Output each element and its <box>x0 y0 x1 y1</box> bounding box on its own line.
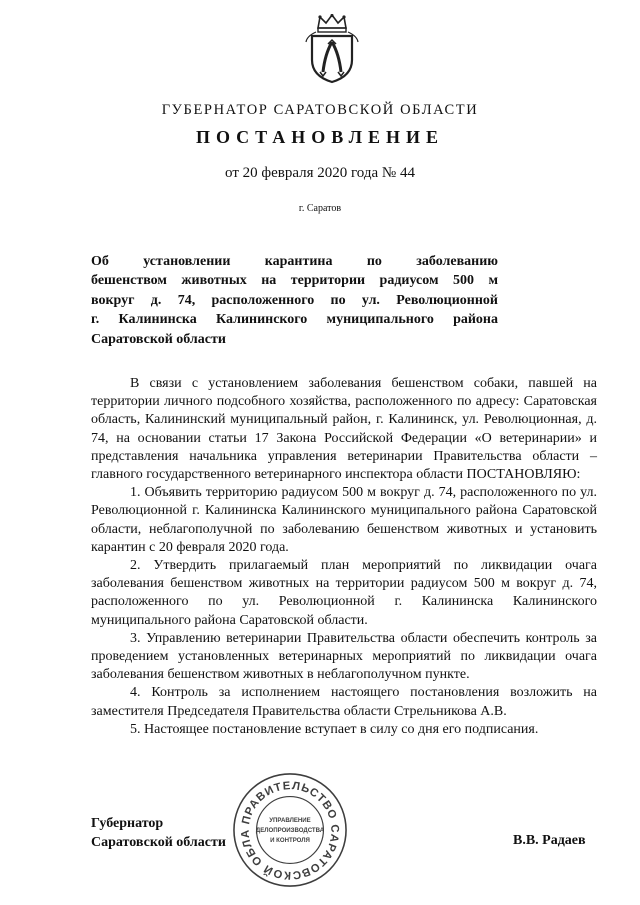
document-body <box>91 375 597 739</box>
saratov-coat-of-arms-icon <box>303 14 361 84</box>
body-item-paragraph: 5. Настоящее постановление вступает в силу со дня его подписания. <box>130 721 539 737</box>
document-type-title: ПОСТАНОВЛЕНИЕ <box>195 127 445 147</box>
body-intro-paragraph: В связи с установлением заболевания бешенством собаки, павшей на территории личного подсобного хозяйства, расположенного по адресу: Саратовская область, Калининский муниципальный район, г. Калининск, ул. Революционная, д. 74, на основании статьи 17 Закона Российской Федерации «О ветеринарии» и представления начальника управления ветеринарии Правительства области – главного государственного ветеринарного инспектора области ПОСТАНОВЛЯЮ: <box>91 376 597 483</box>
stamp-inner-line: И КОНТРОЛЯ <box>270 836 310 844</box>
body-item-paragraph: 4. Контроль за исполнением настоящего постановления возложить на заместителя Председателя Правительства области Стрельникова А.В. <box>91 685 597 719</box>
document-date-number: от 20 февраля 2020 года № 44 <box>225 165 415 181</box>
signatory-name: В.В. Радаев <box>513 833 586 848</box>
official-stamp <box>231 771 349 889</box>
subject-line: Саратовской области <box>91 331 226 347</box>
document-city: г. Саратов <box>298 203 342 214</box>
signatory-title-line: Губернатор <box>91 816 164 831</box>
official-seal-icon <box>231 771 349 889</box>
coat-of-arms-emblem <box>303 14 361 84</box>
stamp-inner-line: ДЕЛОПРОИЗВОДСТВА <box>255 826 325 834</box>
body-item-paragraph: 3. Управлению ветеринарии Правительства области обеспечить контроль за проведением установленных ветеринарных мероприятий по ликвидации очага заболевания бешенством животных в неблагополучном пункте. <box>91 630 597 683</box>
signatory-title-line: Саратовской области <box>91 835 226 850</box>
stamp-inner-line: УПРАВЛЕНИЕ <box>269 817 311 825</box>
subject-line: бешенством животных на территории радиусом 500 м <box>91 273 498 289</box>
issuing-authority: ГУБЕРНАТОР САРАТОВСКОЙ ОБЛАСТИ <box>161 102 479 118</box>
subject-line: г. Калининска Калининского муниципального района <box>91 312 498 328</box>
signatory-title <box>91 814 226 852</box>
stamp-outer-text: ПРАВИТЕЛЬСТВО САРАТОВСКОЙ ОБЛА <box>239 780 341 881</box>
body-item-paragraph: 1. Объявить территорию радиусом 500 м вокруг д. 74, расположенного по ул. Революционной г. Калининска Калининского муниципального района Саратовской области, неблагополучной по заболеванию бешенством животных и установить карантин с 20 февраля 2020 года. <box>91 485 597 555</box>
subject-line: вокруг д. 74, расположенного по ул. Революционной <box>91 292 498 308</box>
subject-line: Об установлении карантина по заболеванию <box>91 254 498 269</box>
document-subject <box>91 252 498 349</box>
body-item-paragraph: 2. Утвердить прилагаемый план мероприятий по ликвидации очага заболевания бешенством животных на территории радиусом 500 м вокруг д. 74, расположенного по ул. Революционной г. Калининска Калининского муниципального района Саратовской области. <box>91 558 597 628</box>
